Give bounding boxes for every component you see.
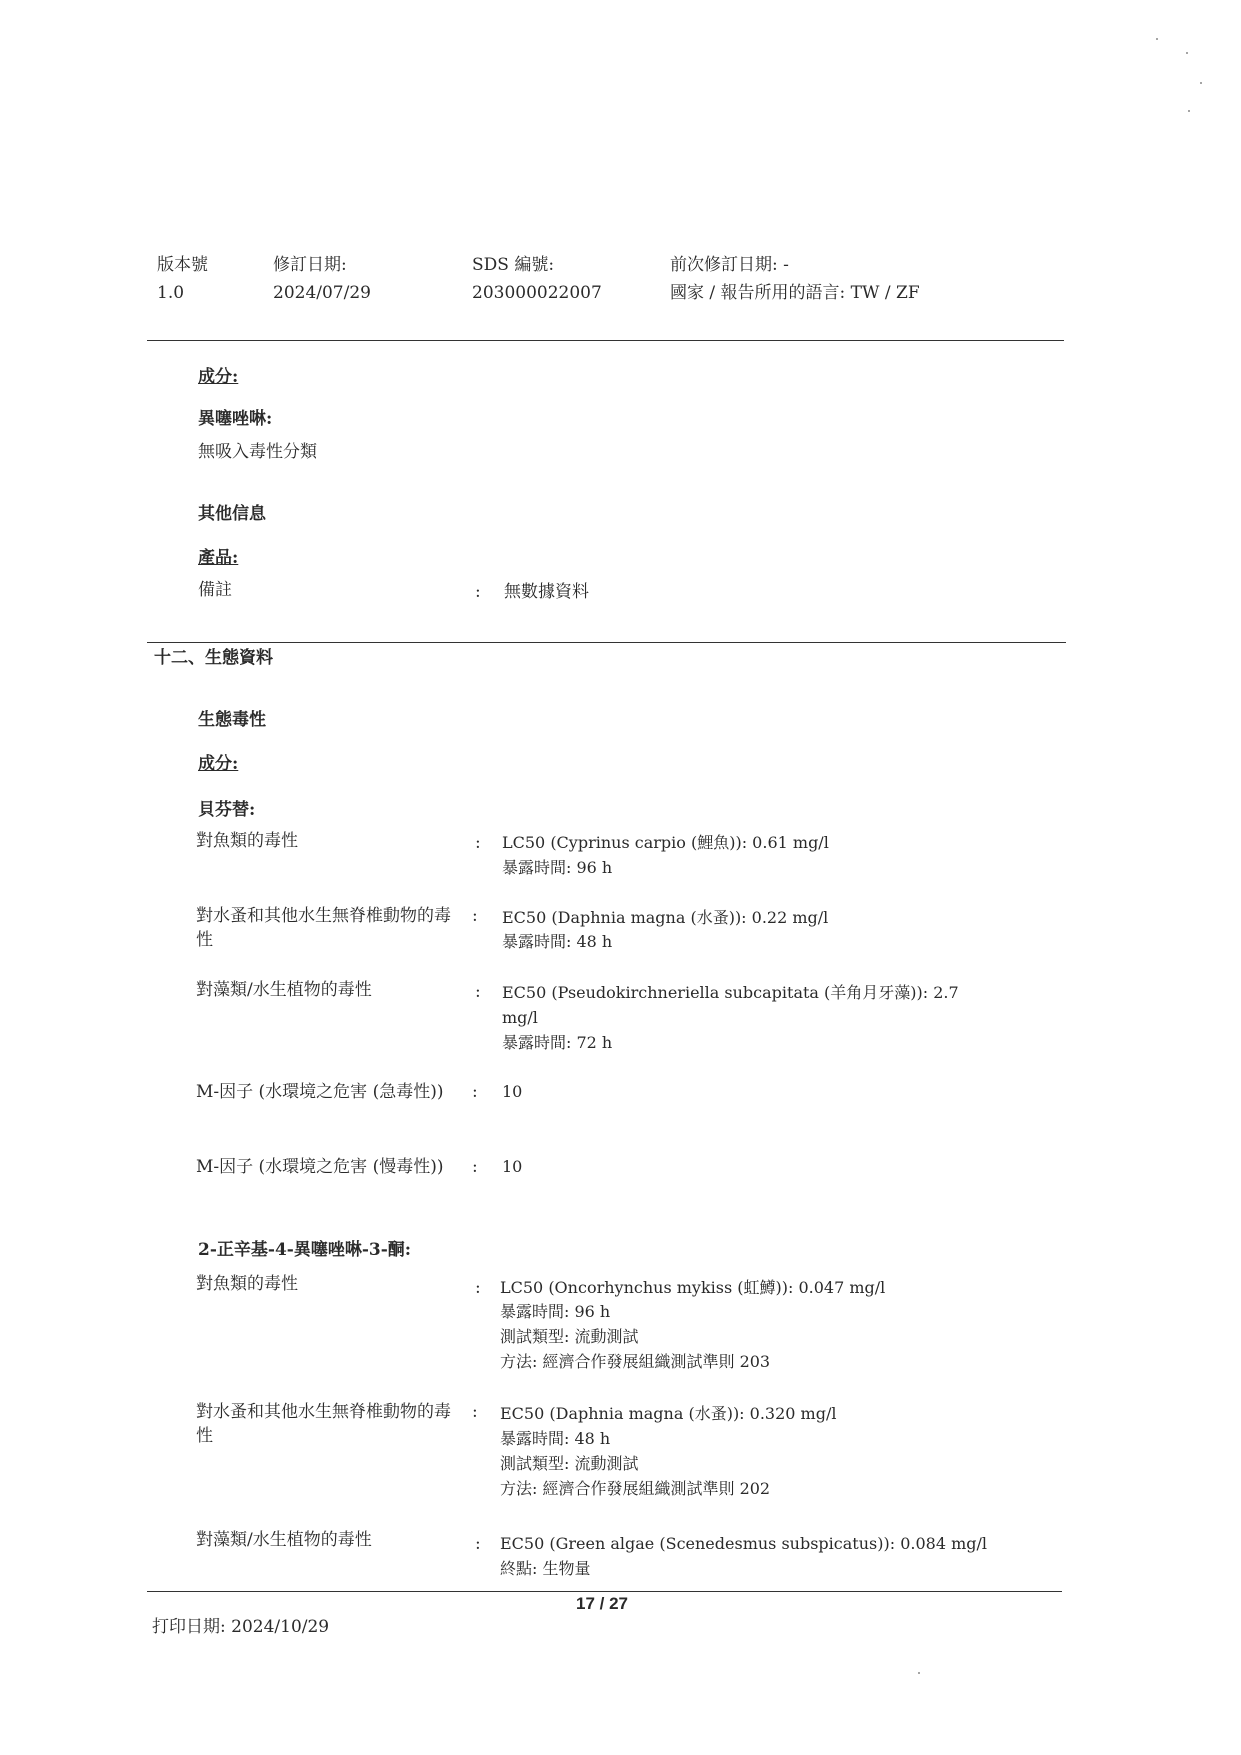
s2-algae-toxicity-label: 對藻類/水生植物的毒性 <box>196 1530 372 1550</box>
s1-m-factor-acute-value: 10 <box>502 1082 523 1101</box>
revision-date-label: 修訂日期: <box>273 255 347 275</box>
components-heading: 成分: <box>198 367 239 387</box>
s2-fish-line-3: 測試類型: 流動測試 <box>500 1327 639 1346</box>
footer-divider <box>147 1591 1062 1592</box>
remark-label: 備註 <box>198 580 232 600</box>
substance-note: 無吸入毒性分類 <box>198 442 317 462</box>
sds-number-label: SDS 編號: <box>472 255 555 275</box>
s1-daphnia-line-2: 暴露時間: 48 h <box>502 932 613 951</box>
page-number: 17 / 27 <box>576 1594 628 1613</box>
s1-algae-toxicity-label: 對藻類/水生植物的毒性 <box>196 980 372 1000</box>
s2-daphnia-line-4: 方法: 經濟合作發展組織測試準則 202 <box>500 1479 771 1498</box>
other-info-heading: 其他信息 <box>198 504 266 524</box>
s1-fish-colon: : <box>475 833 481 853</box>
s2-daphnia-line-3: 測試類型: 流動測試 <box>500 1454 639 1473</box>
s2-algae-line-1: EC50 (Green algae (Scenedesmus subspicatus)): 0.084 mg/l <box>500 1534 988 1553</box>
remark-value: 無數據資料 <box>504 582 589 602</box>
scan-speck <box>1156 38 1158 40</box>
s1-daphnia-colon: : <box>472 906 478 926</box>
s1-m-factor-chronic-value: 10 <box>502 1157 523 1176</box>
s1-algae-colon: : <box>475 982 481 1002</box>
s1-daphnia-line-1: EC50 (Daphnia magna (水蚤)): 0.22 mg/l <box>502 908 829 927</box>
revision-date-value: 2024/07/29 <box>273 283 371 303</box>
scan-speck <box>1188 110 1190 112</box>
s1-m-acute-colon: : <box>472 1082 478 1102</box>
s1-algae-line-1: EC50 (Pseudokirchneriella subcapitata (羊角月牙藻)): 2.7 <box>502 983 959 1002</box>
ecotoxicity-heading: 生態毒性 <box>198 710 266 730</box>
substance-name: 異噻唑啉: <box>198 409 273 429</box>
remark-colon: : <box>475 582 481 602</box>
s2-fish-toxicity-label: 對魚類的毒性 <box>196 1274 298 1294</box>
substance-1-name: 貝芬替: <box>198 800 256 820</box>
s1-fish-line-1: LC50 (Cyprinus carpio (鯉魚)): 0.61 mg/l <box>502 833 829 852</box>
sds-number-value: 203000022007 <box>472 283 602 303</box>
s1-daphnia-toxicity-label: 對水蚤和其他水生無脊椎動物的毒性 <box>196 906 451 950</box>
header-divider <box>147 340 1064 341</box>
product-heading: 產品: <box>198 548 239 568</box>
s2-daphnia-line-2: 暴露時間: 48 h <box>500 1429 611 1448</box>
s2-algae-colon: : <box>475 1534 481 1554</box>
s2-fish-line-1: LC50 (Oncorhynchus mykiss (虹鱒)): 0.047 mg/l <box>500 1278 886 1297</box>
components-heading-12: 成分: <box>198 754 239 774</box>
s1-algae-line-2: mg/l <box>502 1008 538 1027</box>
s2-fish-colon: : <box>475 1278 481 1298</box>
s2-fish-line-2: 暴露時間: 96 h <box>500 1302 611 1321</box>
s2-daphnia-toxicity-label: 對水蚤和其他水生無脊椎動物的毒性 <box>196 1402 451 1446</box>
s1-algae-line-3: 暴露時間: 72 h <box>502 1033 613 1052</box>
scan-speck <box>1186 52 1188 54</box>
print-date: 打印日期: 2024/10/29 <box>152 1617 330 1637</box>
country-language: 國家 / 報告所用的語言: TW / ZF <box>670 283 920 303</box>
version-label: 版本號 <box>157 255 208 275</box>
version-value: 1.0 <box>157 283 185 303</box>
s2-fish-line-4: 方法: 經濟合作發展組織測試準則 203 <box>500 1352 771 1371</box>
s2-daphnia-line-1: EC50 (Daphnia magna (水蚤)): 0.320 mg/l <box>500 1404 837 1423</box>
s1-m-factor-acute-label: M-因子 (水環境之危害 (急毒性)) <box>196 1082 444 1102</box>
s1-m-chronic-colon: : <box>472 1157 478 1177</box>
s2-daphnia-colon: : <box>472 1402 478 1422</box>
scan-speck <box>918 1672 920 1674</box>
substance-2-name: 2-正辛基-4-異噻唑啉-3-酮: <box>198 1240 412 1260</box>
s1-fish-line-2: 暴露時間: 96 h <box>502 858 613 877</box>
scan-speck <box>1200 82 1202 84</box>
section-divider <box>147 642 1066 643</box>
section-12-title: 十二、生態資料 <box>154 648 273 668</box>
s2-algae-line-2: 終點: 生物量 <box>500 1559 591 1578</box>
previous-revision-date: 前次修訂日期: - <box>670 255 789 275</box>
s1-m-factor-chronic-label: M-因子 (水環境之危害 (慢毒性)) <box>196 1157 444 1177</box>
s1-fish-toxicity-label: 對魚類的毒性 <box>196 831 298 851</box>
